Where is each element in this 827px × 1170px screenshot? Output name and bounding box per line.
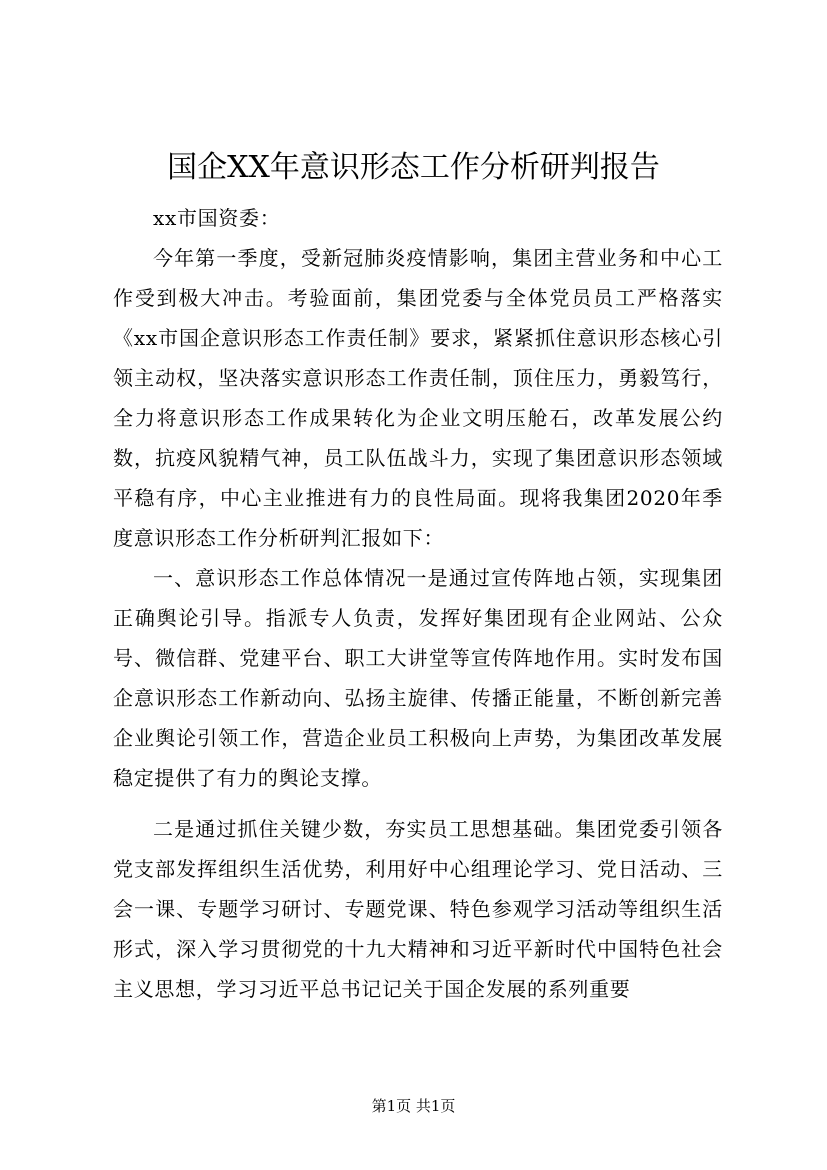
document-body [113, 198, 723, 1009]
paragraph-section-one: 一、意识形态工作总体情况一是通过宣传阵地占领，实现集团正确舆论引导。指派专人负责，发挥好集团现有企业网站、公众号、微信群、党建平台、职工大讲堂等宣传阵地作用。实时发布国企意识形态工作新动向、弘扬主旋律、传播正能量，不断创新完善企业舆论引领工作，营造企业员工积极向上声势，为集团改革发展稳定提供了有力的舆论支撑。 [113, 566, 723, 790]
document-title: 国企XX年意识形态工作分析研判报告 [167, 150, 660, 185]
paragraph-intro: 今年第一季度，受新冠肺炎疫情影响，集团主营业务和中心工作受到极大冲击。考验面前，集团党委与全体党员员工严格落实《xx市国企意识形态工作责任制》要求，紧紧抓住意识形态核心引领主动权，坚决落实意识形态工作责任制，顶住压力，勇毅笃行，全力将意识形态工作成果转化为企业文明压舱石，改革发展公约数，抗疫风貌精气神，员工队伍战斗力，实现了集团意识形态领域平稳有序，中心主业推进有力的良性局面。现将我集团2020年季度意识形态工作分析研判汇报如下： [113, 246, 723, 550]
paragraph-section-two: 二是通过抓住关键少数，夯实员工思想基础。集团党委引领各党支部发挥组织生活优势，利用好中心组理论学习、党日活动、三会一课、专题学习研讨、专题党课、特色参观学习活动等组织生活形式，深入学习贯彻党的十九大精神和习近平新时代中国特色社会主义思想，学习习近平总书记记关于国企发展的系列重要 [113, 817, 723, 1001]
salutation: xx市国资委： [153, 206, 281, 230]
page-number-footer: 第1页 共1页 [371, 1097, 456, 1115]
